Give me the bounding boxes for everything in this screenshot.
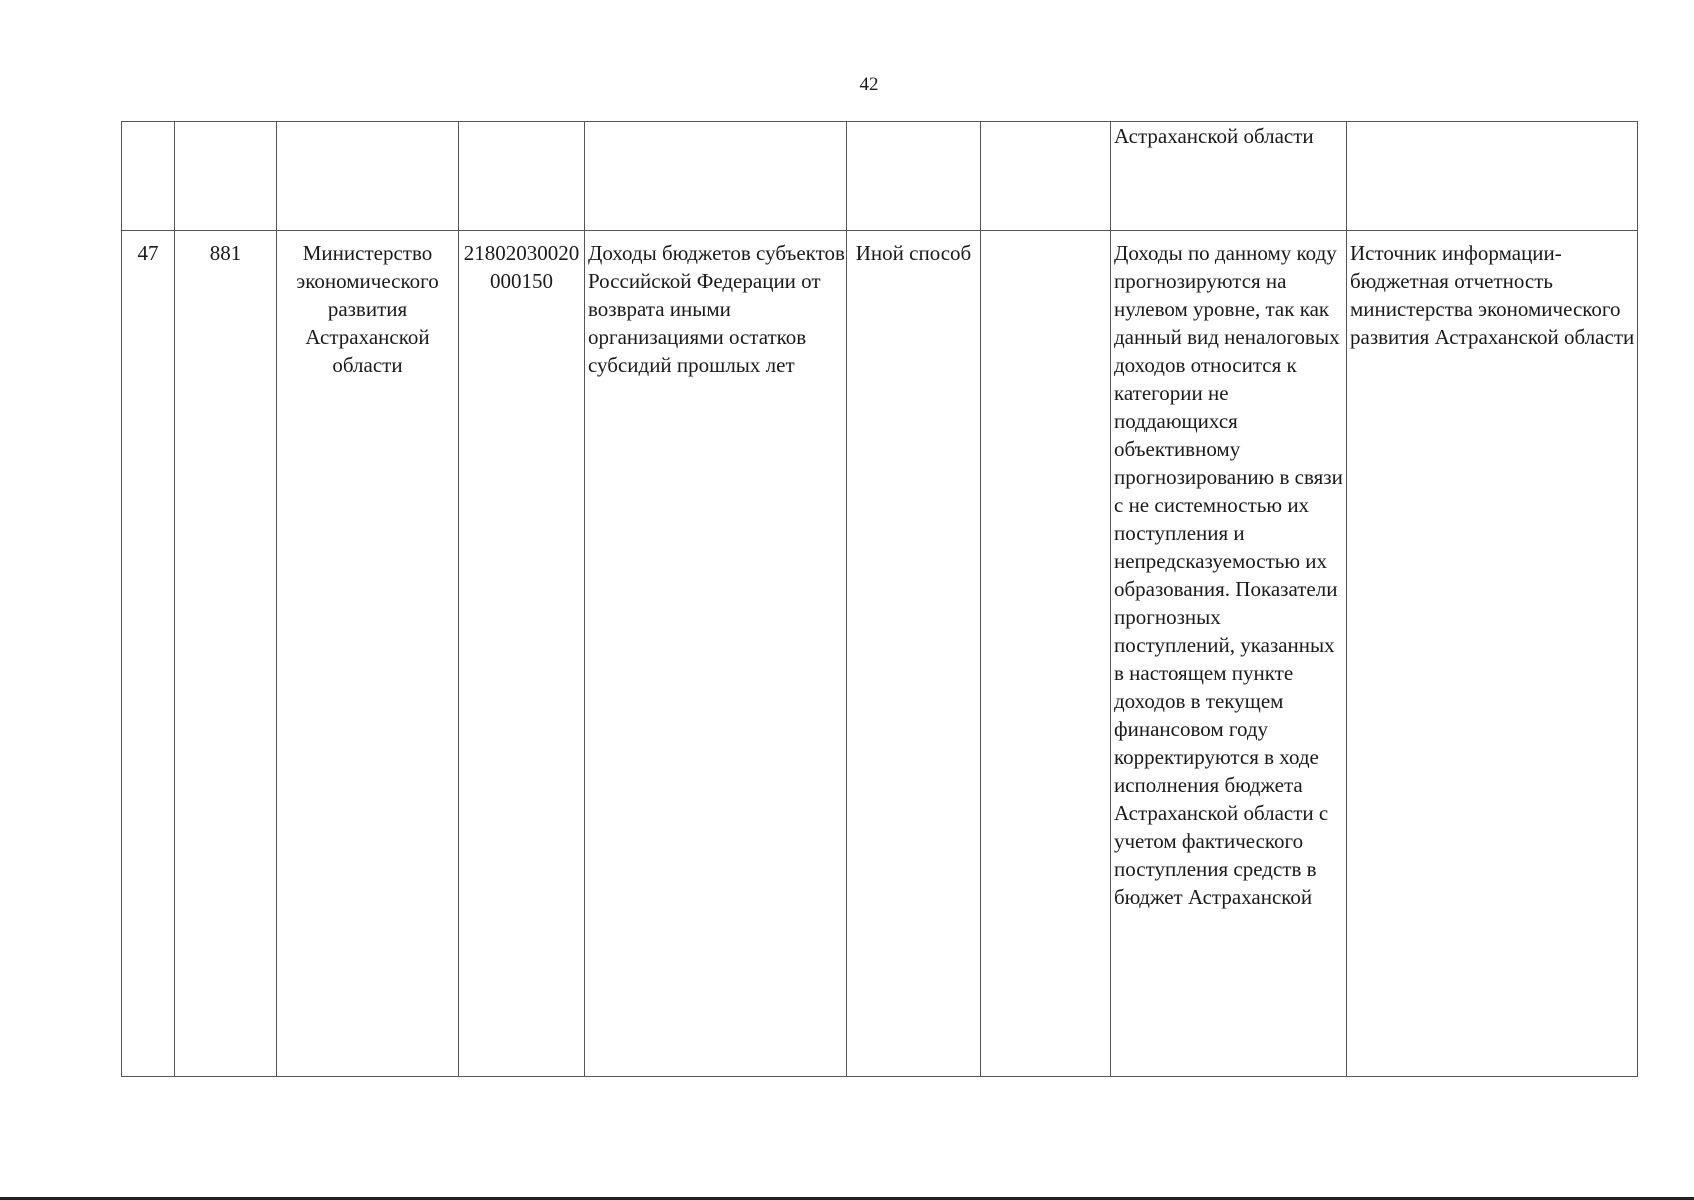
cell-empty — [459, 122, 585, 231]
table-row — [122, 231, 1638, 1077]
cell-description-continuation: Астраханской области — [1111, 122, 1347, 231]
cell-empty — [277, 122, 459, 231]
cell-kbk: 21802030020000150 — [459, 231, 585, 1077]
cell-empty — [1347, 122, 1638, 231]
table-row-continuation — [122, 122, 1638, 231]
cell-admin-code: 881 — [175, 231, 277, 1077]
cell-empty — [981, 122, 1111, 231]
cell-empty — [122, 122, 175, 231]
cell-revenue-name: Доходы бюджетов субъектов Российской Федерации от возврата иными организациями остатков субсидий прошлых лет — [585, 231, 847, 1077]
cell-method: Иной способ — [847, 231, 981, 1077]
cell-administrator: Министерство экономического развития Астраханской области — [277, 231, 459, 1077]
cell-empty — [585, 122, 847, 231]
cell-row-number: 47 — [122, 231, 175, 1077]
page-number: 42 — [859, 74, 879, 95]
cell-empty — [175, 122, 277, 231]
cell-empty — [847, 122, 981, 231]
cell-formula — [981, 231, 1111, 1077]
cell-source: Источник информации-бюджетная отчетность министерства экономического развития Астраханской области — [1347, 231, 1638, 1077]
revenue-table — [121, 121, 1638, 1077]
cell-description: Доходы по данному коду прогнозируются на нулевом уровне, так как данный вид неналоговых доходов относится к категории не поддающихся объективному прогнозированию в связи с не системностью их поступления и непредсказуемостью их образования. Показатели прогнозных поступлений, указанных в настоящем пункте доходов в текущем финансовом году корректируются в ходе исполнения бюджета Астраханской области с учетом фактического поступления средств в бюджет Астраханской — [1111, 231, 1347, 1077]
